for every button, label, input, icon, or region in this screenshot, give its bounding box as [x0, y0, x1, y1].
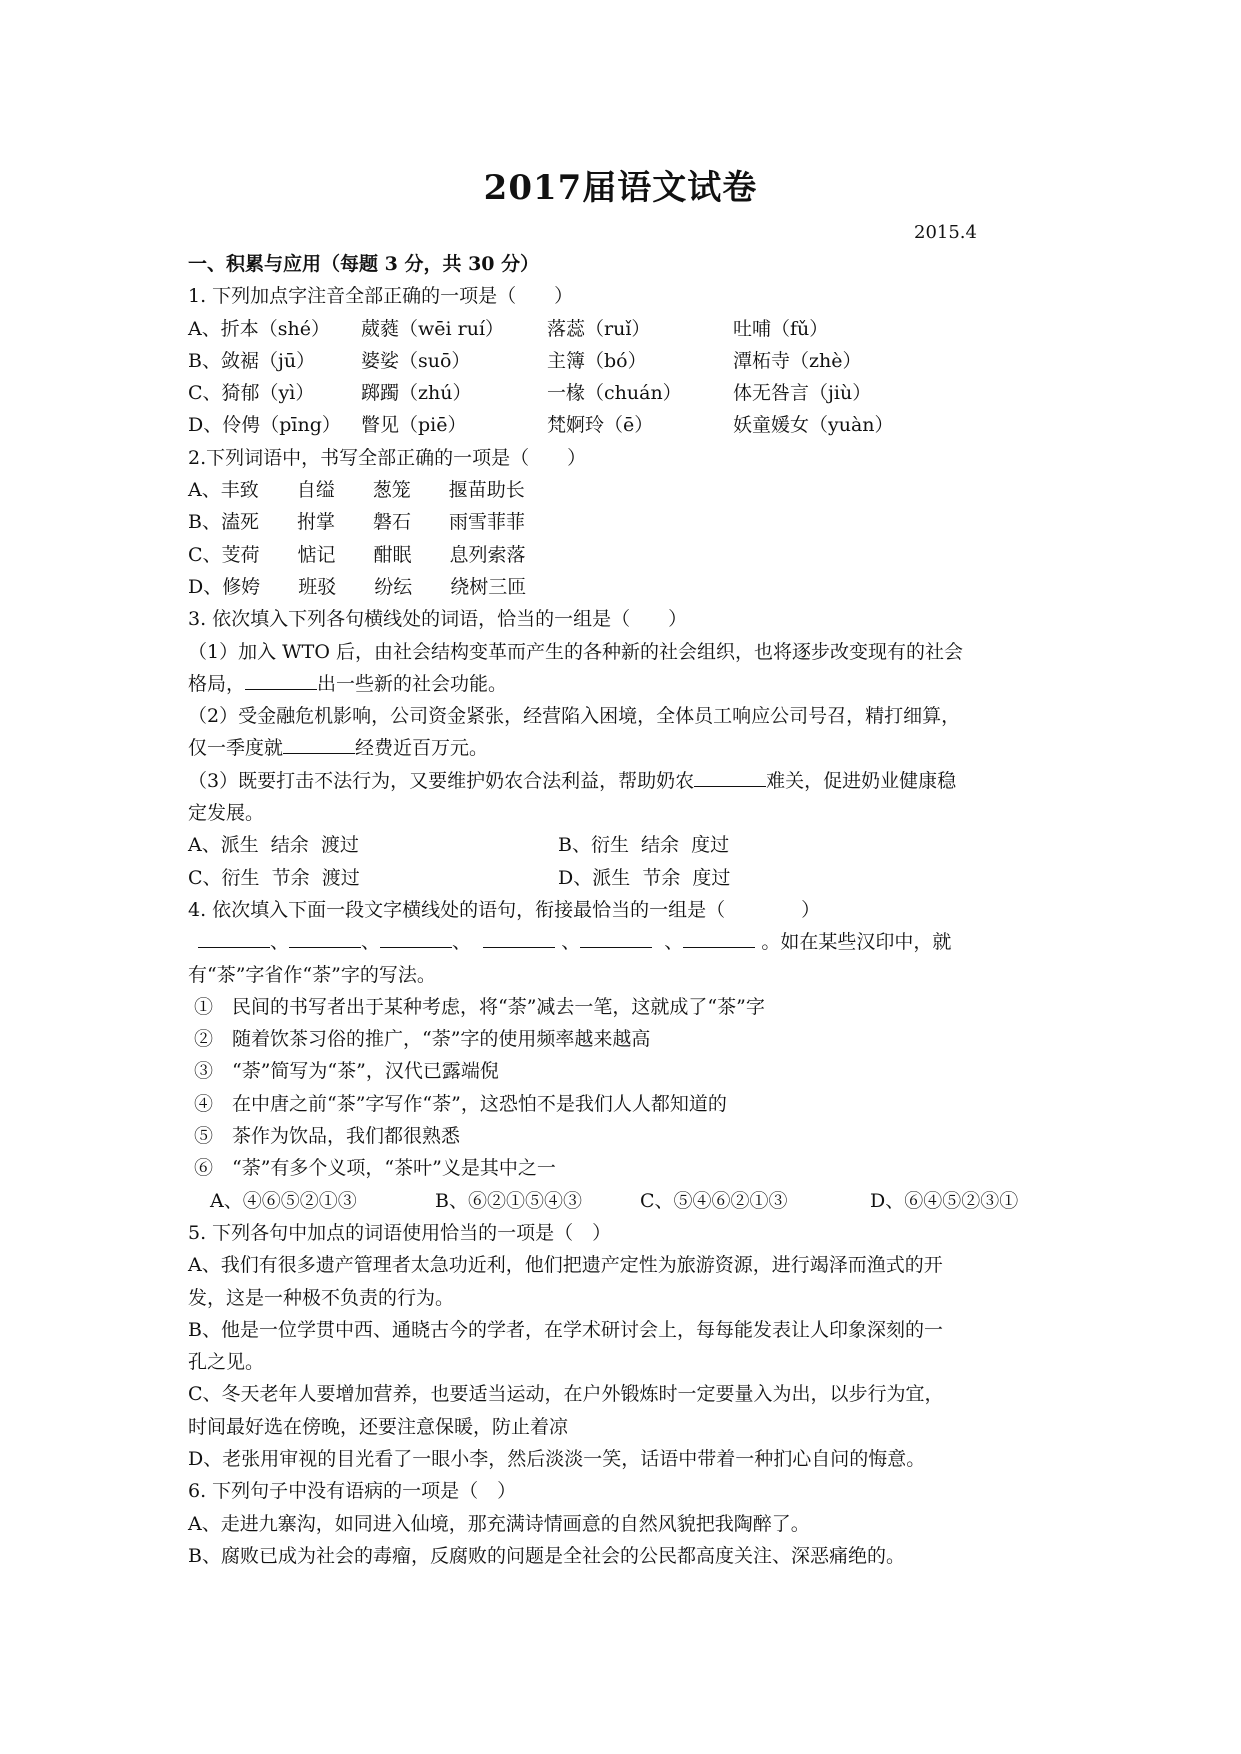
question-2-option-a: A、丰致 自缢 葱笼 揠苗助长: [188, 479, 525, 502]
option-d: D、派生 节余 度过: [558, 866, 731, 889]
question-5-stem: 5. 下列各句中加点的词语使用恰当的一项是（ ）: [188, 1221, 612, 1244]
option-cell: 吐哺（fǔ）: [733, 317, 829, 340]
question-3-options-cd: [188, 862, 1068, 894]
question-3-sentence-2-cont: [188, 732, 1068, 764]
question-4-line-2: 有“茶”字省作“荼”字的写法。: [188, 963, 436, 986]
option-cell: 梵婀玲（ē）: [547, 414, 654, 437]
option-d: D、⑥④⑤②③①: [870, 1189, 1019, 1212]
option-cell: A、折本（shé）: [188, 317, 330, 340]
fill-blank: [289, 946, 361, 948]
option-b: B、衍生 结余 度过: [558, 834, 730, 857]
question-4-item-5: ⑤ 茶作为饮品，我们都很熟悉: [194, 1125, 461, 1148]
question-4-item-2: ② 随着饮茶习俗的推广，“荼”字的使用频率越来越高: [194, 1028, 651, 1051]
fill-blank: [483, 946, 555, 948]
fill-blank: [198, 946, 270, 948]
question-5-option-a-cont: 发，这是一种极不负责的行为。: [188, 1286, 455, 1309]
option-cell: 体无咎言（jiù）: [733, 382, 872, 405]
question-2-option-c: C、芰荷 惦记 酣眠 息列索落: [188, 543, 526, 566]
option-cell: 一椽（chuán）: [547, 382, 682, 405]
question-3-sentence-3-cont: 定发展。: [188, 802, 265, 825]
option-cell: B、敛裾（jū）: [188, 349, 316, 372]
option-c: C、⑤④⑥②①③: [640, 1189, 788, 1212]
question-3-sentence-1: （1）加入 WTO 后，由社会结构变革而产生的各种新的社会组织，也将逐步改变现有的社会: [188, 640, 963, 663]
option-c: C、衍生 节余 渡过: [188, 866, 360, 889]
question-5-option-a: A、我们有很多遗产管理者太急功近利，他们把遗产定性为旅游资源，进行竭泽而渔式的开: [188, 1254, 943, 1277]
exam-date: 2015.4: [914, 222, 977, 243]
option-cell: 主簿（bó）: [547, 349, 647, 372]
text: 。如在某些汉印中，就: [761, 931, 952, 954]
question-3-stem: 3. 依次填入下列各句横线处的词语，恰当的一组是（ ）: [188, 608, 688, 631]
question-2-stem: 2.下列词语中，书写全部正确的一项是（ ）: [188, 446, 587, 469]
option-b: B、⑥②①⑤④③: [435, 1189, 582, 1212]
question-2-option-b: B、溘死 拊掌 磐石 雨雪菲菲: [188, 511, 525, 534]
question-5-option-c: C、冬天老年人要增加营养，也要适当运动，在户外锻炼时一定要量入为出，以步行为宜，: [188, 1383, 944, 1406]
section-heading: 一、积累与应用（每题 3 分，共 30 分）: [188, 253, 540, 275]
question-1-option-d: [188, 409, 1068, 441]
separator: 、: [664, 931, 684, 954]
question-4-stem: 4. 依次填入下面一段文字横线处的语句，衔接最恰当的一组是（ ）: [188, 898, 821, 921]
exam-title: 2017届语文试卷: [483, 168, 758, 208]
fill-blank: [683, 946, 755, 948]
question-4-item-6: ⑥ “荼”有多个义项，“茶叶”义是其中之一: [194, 1157, 556, 1180]
separator: 、: [452, 931, 472, 954]
question-2-option-d: D、修姱 班驳 纷纭 绕树三匝: [188, 575, 527, 598]
question-5-option-b: B、他是一位学贯中西、通晓古今的学者，在学术研讨会上，每每能发表让人印象深刻的一: [188, 1318, 943, 1341]
text: 出一些新的社会功能。: [317, 672, 508, 695]
option-cell: 落蕊（ruǐ）: [547, 317, 651, 340]
question-4-item-3: ③ “荼”简写为“茶”，汉代已露端倪: [194, 1060, 499, 1083]
question-1-option-a: [188, 313, 1068, 345]
option-cell: 葳蕤（wēi ruí）: [361, 317, 505, 340]
question-5-option-c-cont: 时间最好选在傍晚，还要注意保暖，防止着凉: [188, 1415, 569, 1438]
question-3-sentence-1-cont: [188, 668, 1068, 700]
separator: 、: [361, 931, 381, 954]
separator: 、: [270, 931, 290, 954]
separator: 、: [561, 931, 581, 954]
option-cell: C、猗郁（yì）: [188, 382, 315, 405]
question-1-option-b: [188, 345, 1068, 377]
question-1-stem: 1. 下列加点字注音全部正确的一项是（ ）: [188, 285, 574, 308]
question-4-options: [188, 1185, 1068, 1217]
question-6-option-b: B、腐败已成为社会的毒瘤，反腐败的问题是全社会的公民都高度关注、深恶痛绝的。: [188, 1544, 905, 1567]
text: 经费近百万元。: [355, 737, 489, 760]
option-a: A、派生 结余 渡过: [188, 834, 359, 857]
question-6-option-a: A、走进九寨沟，如同进入仙境，那充满诗情画意的自然风貌把我陶醉了。: [188, 1512, 810, 1535]
option-a: A、④⑥⑤②①③: [210, 1189, 357, 1212]
fill-blank: [580, 946, 652, 948]
fill-blank: [283, 752, 355, 754]
question-4-blanks: [188, 926, 1068, 958]
question-3-options-ab: [188, 829, 1068, 861]
question-3-sentence-3: [188, 765, 1068, 797]
text: 格局，: [188, 672, 246, 695]
fill-blank: [245, 688, 317, 690]
exam-body: [188, 248, 1068, 1572]
text: （3）既要打击不法行为，又要维护奶农合法利益，帮助奶农: [188, 769, 695, 792]
question-1-option-c: [188, 377, 1068, 409]
text: 难关，促进奶业健康稳: [766, 769, 957, 792]
question-6-stem: 6. 下列句子中没有语病的一项是（ ）: [188, 1480, 517, 1503]
fill-blank: [694, 785, 766, 787]
text: 仅一季度就: [188, 737, 284, 760]
option-cell: 妖童媛女（yuàn）: [733, 414, 894, 437]
question-3-sentence-2: （2）受金融危机影响，公司资金紧张，经营陷入困境，全体员工响应公司号召，精打细算，: [188, 705, 961, 728]
fill-blank: [380, 946, 452, 948]
option-cell: 婆娑（suō）: [361, 349, 471, 372]
option-cell: 瞥见（piē）: [361, 414, 467, 437]
question-4-item-4: ④ 在中唐之前“茶”字写作“荼”，这恐怕不是我们人人都知道的: [194, 1092, 727, 1115]
option-cell: 潭柘寺（zhè）: [733, 349, 862, 372]
question-5-option-b-cont: 孔之见。: [188, 1351, 265, 1374]
question-4-item-1: ① 民间的书写者出于某种考虑，将“荼”减去一笔，这就成了“茶”字: [194, 995, 765, 1018]
option-cell: 踯躅（zhú）: [361, 382, 472, 405]
option-cell: D、伶俜（pīng）: [188, 414, 341, 437]
question-5-option-d: D、老张用审视的目光看了一眼小李，然后淡淡一笑，话语中带着一种扪心自问的悔意。: [188, 1447, 926, 1470]
